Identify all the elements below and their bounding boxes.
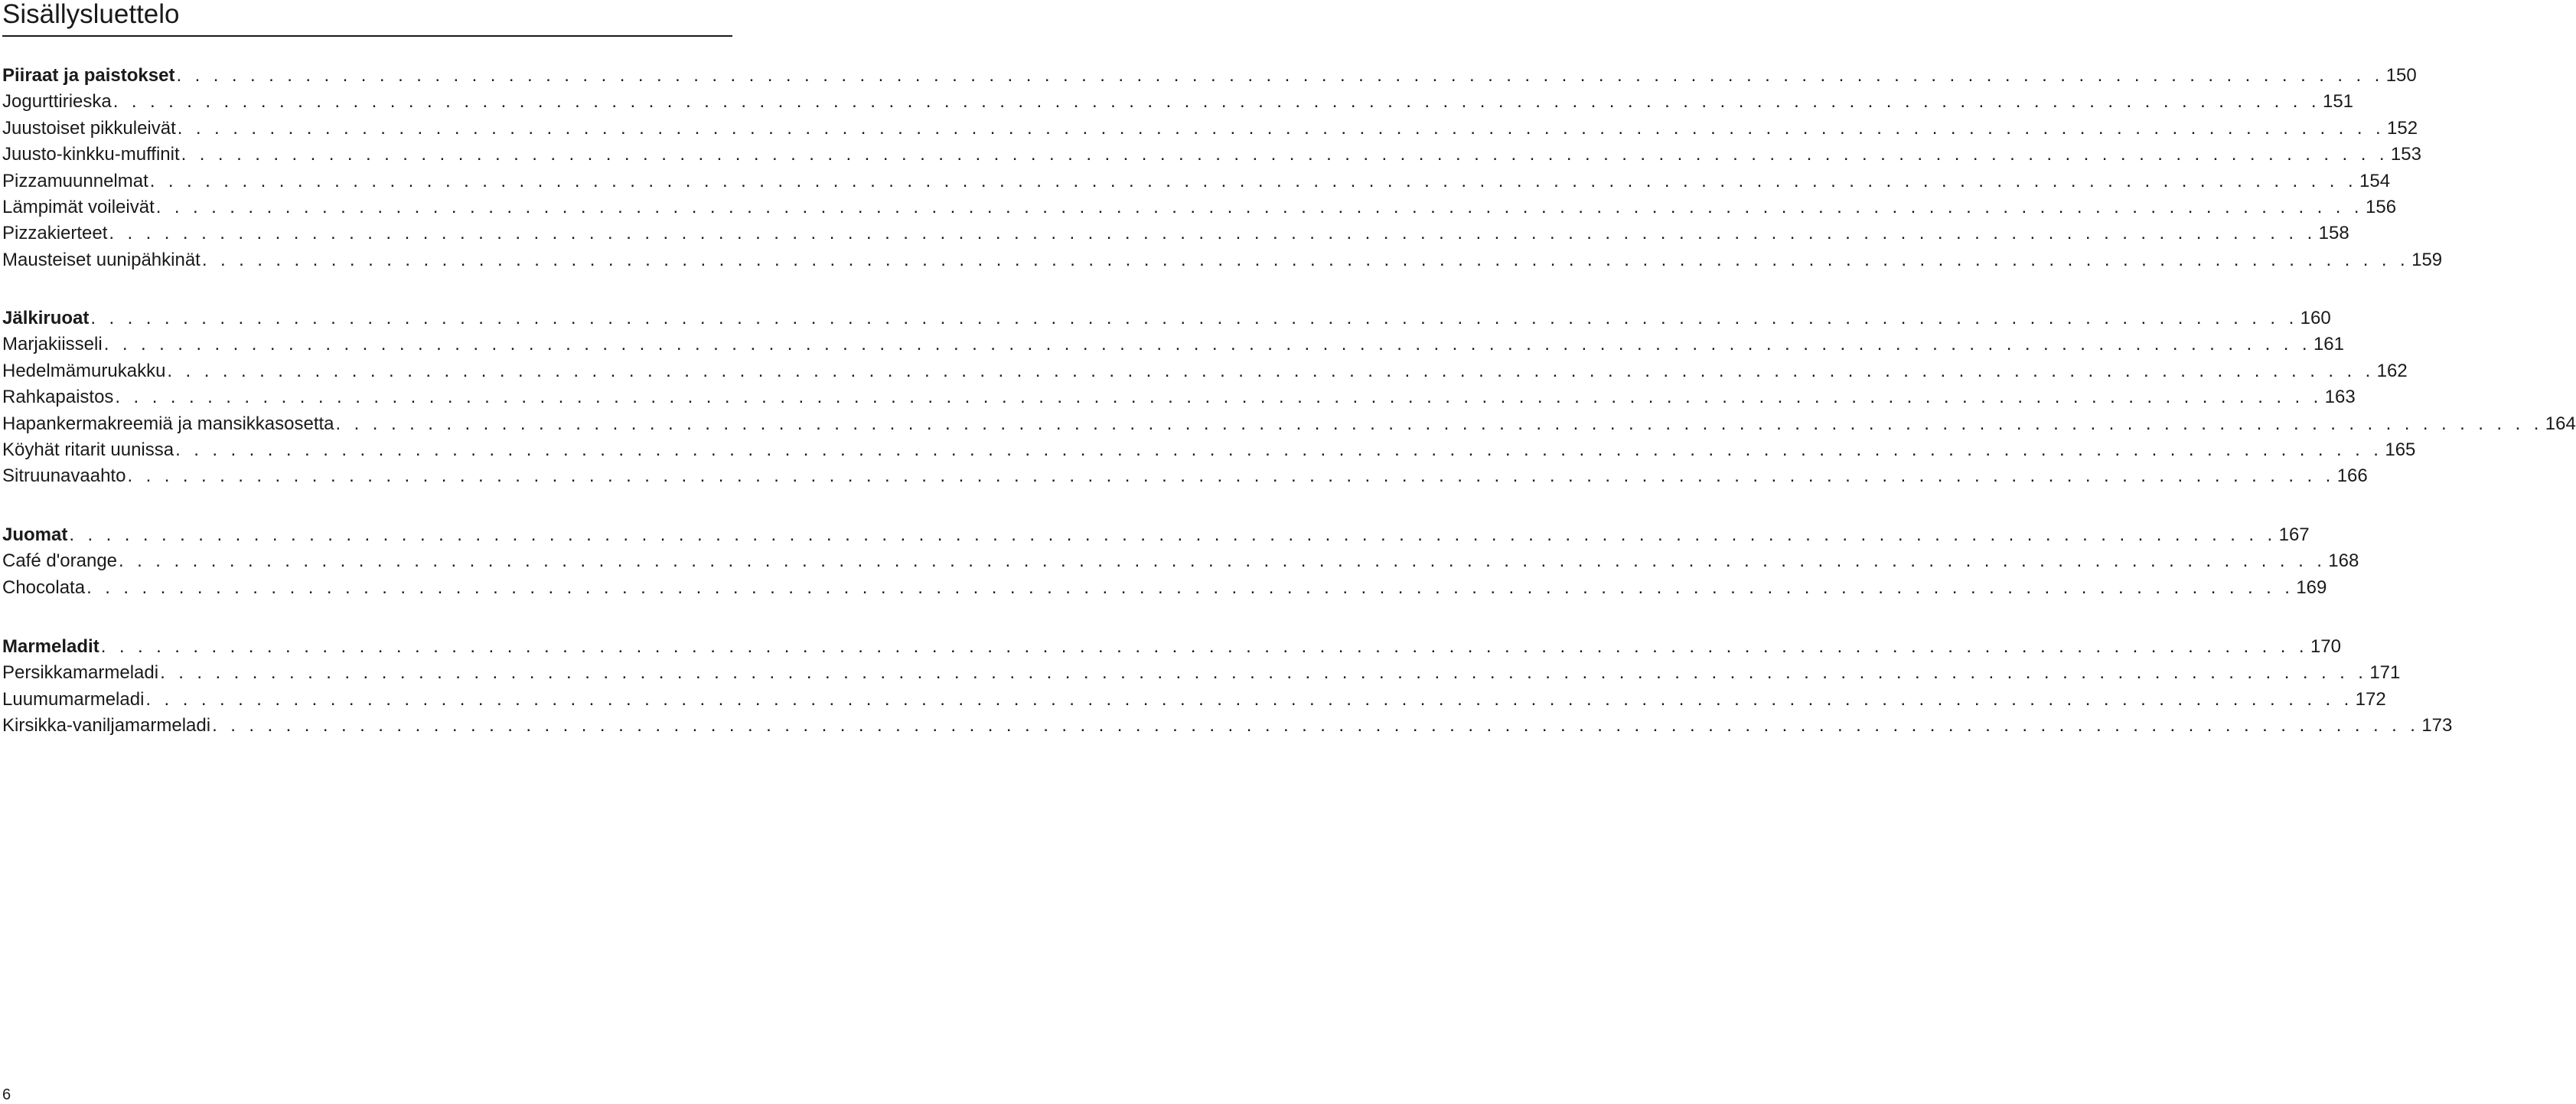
toc-entry-page-number: 167 [2278, 524, 2310, 545]
toc-section-savory [2, 63, 2443, 273]
toc-entry-page-number: 171 [2369, 662, 2401, 684]
dot-leader: . . . . . . . . . . . . . . . . . . . . . . . . . . . . . . . . . . . . . . . . . . . . . . . . . . . . . . . . . . . . . . . . . . . . . . . . . . . . . . . . . . . . . . . . . . . . . . . . . . . . . . . . . . . . . . . . . . . . . . . . [90, 308, 2298, 328]
dot-leader: . . . . . . . . . . . . . . . . . . . . . . . . . . . . . . . . . . . . . . . . . . . . . . . . . . . . . . . . . . . . . . . . . . . . . . . . . . . . . . . . . . . . . . . . . . . . . . . . . . . . . . . . . . . . . . . . . . . . . . . . [155, 196, 2363, 217]
toc-entry-label: Chocolata [2, 576, 86, 598]
toc-entry-label: Juustoiset pikkuleivät [2, 117, 176, 139]
toc-entry[interactable] [2, 575, 2327, 601]
toc-entry-page-number: 156 [2366, 196, 2397, 217]
dot-leader: . . . . . . . . . . . . . . . . . . . . . . . . . . . . . . . . . . . . . . . . . . . . . . . . . . . . . . . . . . . . . . . . . . . . . . . . . . . . . . . . . . . . . . . . . . . . . . . . . . . . . . . . . . . . . . . . . . . . . . . . [149, 170, 2358, 191]
toc-entry[interactable] [2, 247, 2443, 273]
toc-entry-page-number: 162 [2376, 360, 2408, 381]
toc-entry-page-number: 164 [2545, 413, 2576, 434]
toc-entry-page-number: 166 [2336, 465, 2368, 487]
toc-entry-page-number: 151 [2322, 91, 2354, 113]
toc-entry-page-number: 153 [2390, 144, 2421, 165]
toc-section-drinks [2, 522, 2359, 601]
toc-entry[interactable] [2, 463, 2368, 489]
toc-entry-page-number: 152 [2387, 117, 2418, 139]
toc-entry[interactable] [2, 194, 2397, 220]
toc-entry[interactable] [2, 168, 2391, 194]
dot-leader: . . . . . . . . . . . . . . . . . . . . . . . . . . . . . . . . . . . . . . . . . . . . . . . . . . . . . . . . . . . . . . . . . . . . . . . . . . . . . . . . . . . . . . . . . . . . . . . . . . . . . . . . . . . . . . . . . . . . . . . . [127, 465, 2335, 487]
toc-entry-page-number: 154 [2359, 170, 2391, 191]
toc-entry[interactable] [2, 116, 2418, 142]
toc-entry-label: Pizzamuunnelmat [2, 170, 148, 191]
dot-leader: . . . . . . . . . . . . . . . . . . . . . . . . . . . . . . . . . . . . . . . . . . . . . . . . . . . . . . . . . . . . . . . . . . . . . . . . . . . . . . . . . . . . . . . . . . . . . . . . . . . . . . . . . . . . . . . . . . . . . . . . [100, 636, 2308, 657]
toc-entry-label: Persikkamarmeladi [2, 662, 159, 684]
toc-entry-page-number: 163 [2324, 387, 2356, 408]
toc-entry-label: Marmeladit [2, 636, 99, 657]
toc-entry-page-number: 168 [2328, 550, 2359, 572]
toc-entry-label: Jogurttirieska [2, 91, 112, 113]
toc-entry-label: Café d'orange [2, 550, 118, 572]
toc-entry-page-number: 173 [2421, 715, 2453, 737]
toc-entry[interactable] [2, 437, 2416, 463]
dot-leader: . . . . . . . . . . . . . . . . . . . . . . . . . . . . . . . . . . . . . . . . . . . . . . . . . . . . . . . . . . . . . . . . . . . . . . . . . . . . . . . . . . . . . . . . . . . . . . . . . . . . . . . . . . . . . . . . . . . . . . . . [175, 439, 2383, 460]
toc-entry-label: Sitruunavaahto [2, 465, 126, 487]
toc-entry-label: Mausteiset uunipähkinät [2, 249, 201, 270]
title-rule [2, 35, 732, 37]
dot-leader: . . . . . . . . . . . . . . . . . . . . . . . . . . . . . . . . . . . . . . . . . . . . . . . . . . . . . . . . . . . . . . . . . . . . . . . . . . . . . . . . . . . . . . . . . . . . . . . . . . . . . . . . . . . . . . . . . . . . . . . . [177, 117, 2385, 139]
toc-entry-label: Lämpimät voileivät [2, 196, 155, 217]
dot-leader: . . . . . . . . . . . . . . . . . . . . . . . . . . . . . . . . . . . . . . . . . . . . . . . . . . . . . . . . . . . . . . . . . . . . . . . . . . . . . . . . . . . . . . . . . . . . . . . . . . . . . . . . . . . . . . . . . . . . . . . . [201, 249, 2410, 270]
dot-leader: . . . . . . . . . . . . . . . . . . . . . . . . . . . . . . . . . . . . . . . . . . . . . . . . . . . . . . . . . . . . . . . . . . . . . . . . . . . . . . . . . . . . . . . . . . . . . . . . . . . . . . . . . . . . . . . . . . . . . . . . [167, 360, 2375, 381]
dot-leader: . . . . . . . . . . . . . . . . . . . . . . . . . . . . . . . . . . . . . . . . . . . . . . . . . . . . . . . . . . . . . . . . . . . . . . . . . . . . . . . . . . . . . . . . . . . . . . . . . . . . . . . . . . . . . . . . . . . . . . . . [109, 223, 2317, 244]
page-number: 6 [2, 1086, 11, 1103]
toc-entry[interactable] [2, 411, 2576, 437]
dot-leader: . . . . . . . . . . . . . . . . . . . . . . . . . . . . . . . . . . . . . . . . . . . . . . . . . . . . . . . . . . . . . . . . . . . . . . . . . . . . . . . . . . . . . . . . . . . . . . . . . . . . . . . . . . . . . . . . . . . . . . . . [69, 524, 2277, 545]
toc-entry-label: Luumumarmeladi [2, 688, 145, 710]
dot-leader: . . . . . . . . . . . . . . . . . . . . . . . . . . . . . . . . . . . . . . . . . . . . . . . . . . . . . . . . . . . . . . . . . . . . . . . . . . . . . . . . . . . . . . . . . . . . . . . . . . . . . . . . . . . . . . . . . . . . . . . . [335, 413, 2543, 434]
dot-leader: . . . . . . . . . . . . . . . . . . . . . . . . . . . . . . . . . . . . . . . . . . . . . . . . . . . . . . . . . . . . . . . . . . . . . . . . . . . . . . . . . . . . . . . . . . . . . . . . . . . . . . . . . . . . . . . . . . . . . . . . [119, 550, 2327, 572]
toc-entry[interactable] [2, 358, 2408, 384]
dot-leader: . . . . . . . . . . . . . . . . . . . . . . . . . . . . . . . . . . . . . . . . . . . . . . . . . . . . . . . . . . . . . . . . . . . . . . . . . . . . . . . . . . . . . . . . . . . . . . . . . . . . . . . . . . . . . . . . . . . . . . . . [145, 688, 2353, 710]
toc-entry-label: Piiraat ja paistokset [2, 65, 175, 86]
toc-section-heading[interactable] [2, 63, 2417, 89]
toc-entry-label: Kirsikka-vaniljamarmeladi [2, 715, 211, 737]
toc-entry-page-number: 165 [2385, 439, 2416, 460]
toc-section-heading[interactable] [2, 522, 2310, 548]
toc-entry-label: Köyhät ritarit uunissa [2, 439, 174, 460]
toc-entry-label: Hapankermakreemiä ja mansikkasosetta [2, 413, 334, 434]
toc-entry[interactable] [2, 142, 2421, 168]
toc-entry[interactable] [2, 332, 2344, 358]
toc-entry-label: Rahkapaistos [2, 387, 114, 408]
toc-section-desserts [2, 305, 2576, 490]
toc-entry-page-number: 161 [2313, 334, 2344, 355]
toc-entry-page-number: 159 [2411, 249, 2443, 270]
toc-entry-page-number: 150 [2385, 65, 2417, 86]
toc-section-heading[interactable] [2, 305, 2331, 332]
toc-entry[interactable] [2, 548, 2359, 574]
dot-leader: . . . . . . . . . . . . . . . . . . . . . . . . . . . . . . . . . . . . . . . . . . . . . . . . . . . . . . . . . . . . . . . . . . . . . . . . . . . . . . . . . . . . . . . . . . . . . . . . . . . . . . . . . . . . . . . . . . . . . . . . [103, 334, 2311, 355]
toc-entry-page-number: 160 [2300, 308, 2331, 328]
toc-entry-label: Pizzakierteet [2, 223, 108, 244]
toc-entry-label: Marjakiisseli [2, 334, 103, 355]
page-title: Sisällysluettelo [2, 0, 180, 29]
toc-entry-page-number: 169 [2296, 576, 2327, 598]
dot-leader: . . . . . . . . . . . . . . . . . . . . . . . . . . . . . . . . . . . . . . . . . . . . . . . . . . . . . . . . . . . . . . . . . . . . . . . . . . . . . . . . . . . . . . . . . . . . . . . . . . . . . . . . . . . . . . . . . . . . . . . . [86, 576, 2294, 598]
dot-leader: . . . . . . . . . . . . . . . . . . . . . . . . . . . . . . . . . . . . . . . . . . . . . . . . . . . . . . . . . . . . . . . . . . . . . . . . . . . . . . . . . . . . . . . . . . . . . . . . . . . . . . . . . . . . . . . . . . . . . . . . [115, 387, 2323, 408]
dot-leader: . . . . . . . . . . . . . . . . . . . . . . . . . . . . . . . . . . . . . . . . . . . . . . . . . . . . . . . . . . . . . . . . . . . . . . . . . . . . . . . . . . . . . . . . . . . . . . . . . . . . . . . . . . . . . . . . . . . . . . . . [181, 144, 2389, 165]
toc-entry[interactable] [2, 89, 2354, 115]
toc-section-marmalades [2, 634, 2453, 740]
dot-leader: . . . . . . . . . . . . . . . . . . . . . . . . . . . . . . . . . . . . . . . . . . . . . . . . . . . . . . . . . . . . . . . . . . . . . . . . . . . . . . . . . . . . . . . . . . . . . . . . . . . . . . . . . . . . . . . . . . . . . . . . [212, 715, 2420, 737]
toc-entry-page-number: 172 [2355, 688, 2386, 710]
toc-entry-label: Juusto-kinkku-muffinit [2, 144, 180, 165]
toc-entry-page-number: 158 [2318, 223, 2349, 244]
toc-entry[interactable] [2, 384, 2356, 410]
toc-entry[interactable] [2, 220, 2349, 247]
toc-entry-label: Jälkiruoat [2, 308, 90, 328]
toc-entry-page-number: 170 [2310, 636, 2341, 657]
dot-leader: . . . . . . . . . . . . . . . . . . . . . . . . . . . . . . . . . . . . . . . . . . . . . . . . . . . . . . . . . . . . . . . . . . . . . . . . . . . . . . . . . . . . . . . . . . . . . . . . . . . . . . . . . . . . . . . . . . . . . . . . [112, 91, 2320, 113]
toc-entry-label: Juomat [2, 524, 68, 545]
toc-entry-label: Hedelmämurukakku [2, 360, 166, 381]
toc-section-heading[interactable] [2, 634, 2341, 660]
dot-leader: . . . . . . . . . . . . . . . . . . . . . . . . . . . . . . . . . . . . . . . . . . . . . . . . . . . . . . . . . . . . . . . . . . . . . . . . . . . . . . . . . . . . . . . . . . . . . . . . . . . . . . . . . . . . . . . . . . . . . . . . [160, 662, 2368, 684]
toc-entry[interactable] [2, 660, 2401, 686]
toc-entry[interactable] [2, 713, 2453, 739]
toc-entry[interactable] [2, 687, 2386, 713]
dot-leader: . . . . . . . . . . . . . . . . . . . . . . . . . . . . . . . . . . . . . . . . . . . . . . . . . . . . . . . . . . . . . . . . . . . . . . . . . . . . . . . . . . . . . . . . . . . . . . . . . . . . . . . . . . . . . . . . . . . . . . . . [176, 65, 2384, 86]
